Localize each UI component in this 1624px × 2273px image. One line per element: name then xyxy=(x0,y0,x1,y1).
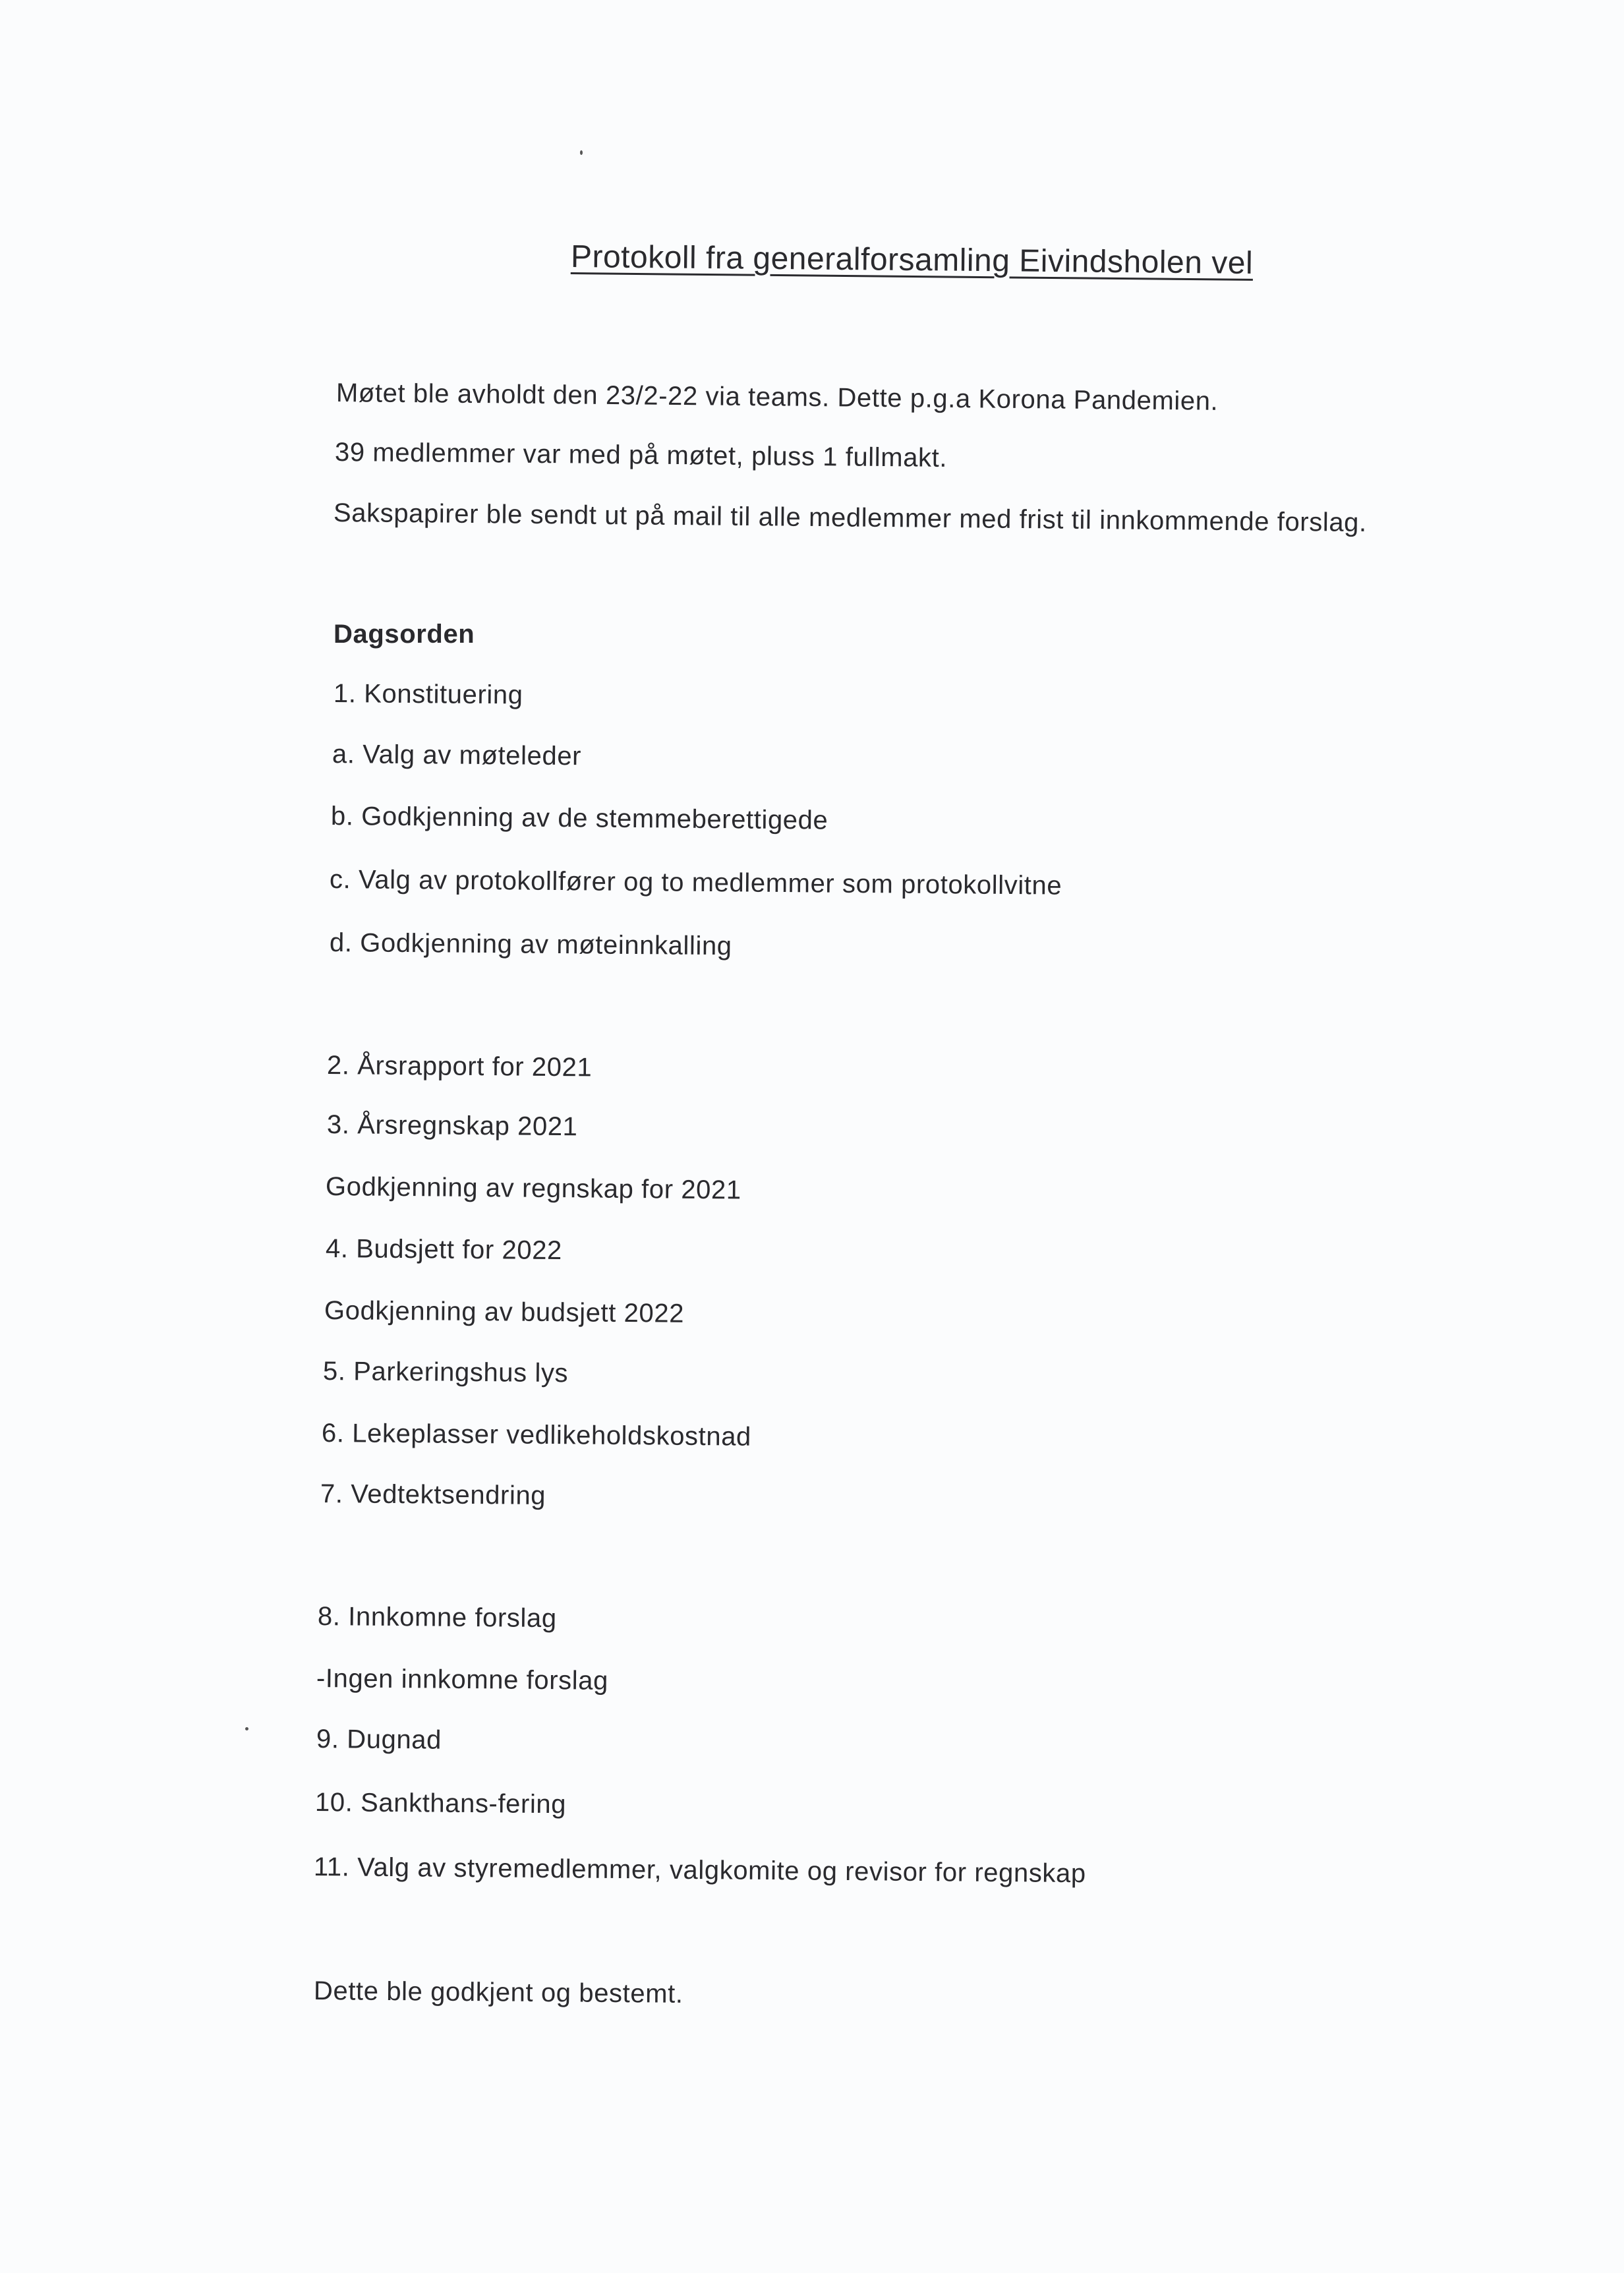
agenda-item: 5. Parkeringshus lys xyxy=(322,1357,569,1388)
agenda-item: 4. Budsjett for 2022 xyxy=(325,1234,563,1266)
agenda-item: 3. Årsregnskap 2021 xyxy=(326,1110,578,1142)
agenda-item: 2. Årsrapport for 2021 xyxy=(326,1051,593,1082)
agenda-item: d. Godkjenning av møteinnkalling xyxy=(329,928,732,961)
agenda-item: 11. Valg av styremedlemmer, valgkomite og revisor for regnskap xyxy=(313,1852,1086,1889)
intro-line: Møtet ble avholdt den 23/2-22 via teams. Dette p.g.a Korona Pandemien. xyxy=(335,378,1219,416)
agenda-item: -Ingen innkomne forslag xyxy=(316,1664,609,1696)
agenda-item: 8. Innkomne forslag xyxy=(317,1602,557,1634)
agenda-item: 6. Lekeplasser vedlikeholdskostnad xyxy=(321,1419,752,1452)
agenda-item: 9. Dugnad xyxy=(316,1725,442,1755)
intro-line: Sakspapirer ble sendt ut på mail til alle medlemmer med frist til innkommende forslag. xyxy=(333,498,1367,538)
agenda-item: a. Valg av møteleder xyxy=(332,740,582,771)
intro-line: 39 medlemmer var med på møtet, pluss 1 fullmakt. xyxy=(334,438,948,473)
agenda-heading: Dagsorden xyxy=(334,620,475,649)
agenda-item: 7. Vedtektsendring xyxy=(320,1479,546,1510)
scan-speck xyxy=(580,150,583,155)
agenda-item: c. Valg av protokollfører og to medlemmer som protokollvitne xyxy=(329,865,1062,900)
document-title: Protokoll fra generalforsamling Eivindsholen vel xyxy=(570,239,1254,281)
agenda-item: Godkjenning av budsjett 2022 xyxy=(324,1296,685,1328)
agenda-item: 1. Konstituering xyxy=(333,679,523,710)
agenda-item: b. Godkjenning av de stemmeberettigede xyxy=(330,802,828,835)
closing-statement: Dette ble godkjent og bestemt. xyxy=(313,1976,683,2009)
agenda-item: 10. Sankthans-fering xyxy=(314,1788,567,1819)
scan-speck xyxy=(245,1727,248,1730)
agenda-item: Godkjenning av regnskap for 2021 xyxy=(325,1172,741,1205)
